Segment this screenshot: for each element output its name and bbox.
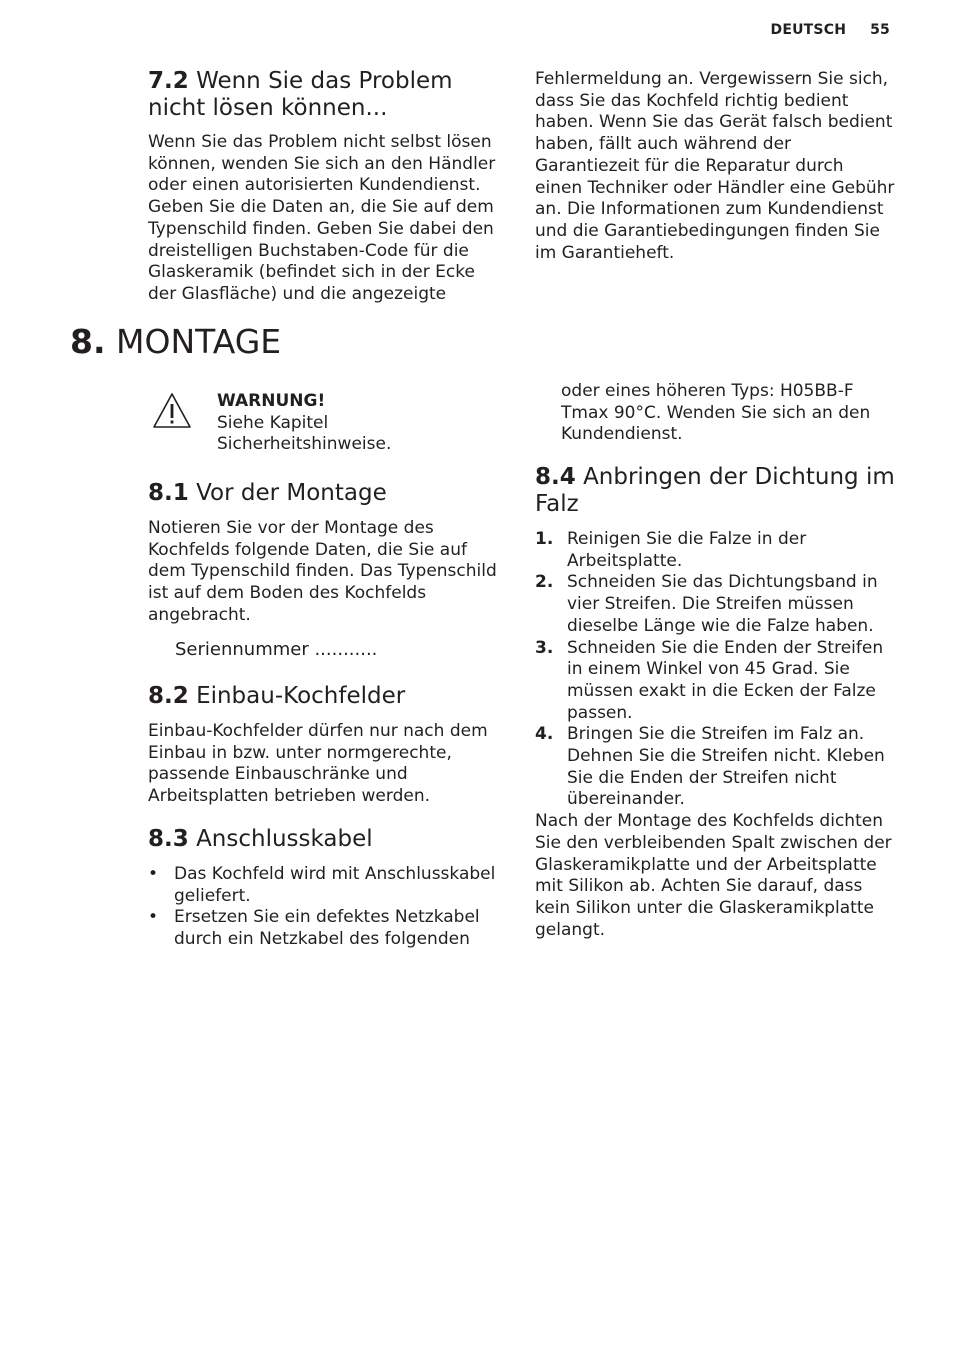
section-title: Anbringen der Dichtung im Falz — [535, 464, 895, 517]
section-number: 8.1 — [148, 480, 189, 506]
step-number: 1. — [535, 529, 554, 549]
warning-block — [217, 391, 477, 456]
section-title: Anschlusskabel — [196, 826, 373, 852]
warning-icon — [152, 392, 192, 434]
section-8-1-text: Notieren Sie vor der Montage des Kochfelds folgende Daten, die Sie auf dem Typenschild finden. Das Typenschild ist auf dem Boden des Kochfelds angebracht. — [148, 518, 497, 625]
warning-line-1: Siehe Kapitel — [217, 412, 329, 433]
cable-bullet-list — [148, 864, 508, 951]
list-item: • Ersetzen Sie ein defektes Netzkabel durch ein Netzkabel des folgenden — [148, 907, 508, 950]
section-number: 7.2 — [148, 68, 189, 94]
list-item — [535, 529, 895, 572]
section-7-2-heading — [148, 68, 508, 122]
section-8-3-continuation: oder eines höheren Typs: H05BB-F Tmax 90°C. Wenden Sie sich an den Kundendienst. — [561, 381, 871, 445]
page-number: 55 — [870, 22, 890, 38]
serial-number-field: Seriennummer ........... — [175, 638, 378, 660]
section-8-1-heading — [148, 480, 508, 507]
section-8-4-heading — [535, 464, 895, 518]
section-number: 8.4 — [535, 464, 576, 490]
section-8-3 — [148, 826, 508, 951]
section-8-2 — [148, 683, 508, 808]
section-7-2-text-left: Wenn Sie das Problem nicht selbst lösen können, wenden Sie sich an den Händler oder einen autorisierten Kundendienst. Geben Sie die Daten an, die Sie auf dem Typenschild finden. Geben Sie dabei den dreistelligen Buchstaben-Code für die Glaskeramik (befindet sich in der Ecke der Glasfläche) und die angezeigte — [148, 132, 496, 304]
section-8-4-closing-text: Nach der Montage des Kochfelds dichten Sie den verbleibenden Spalt zwischen der Glaskeramikplatte und der Arbeitsplatte mit Silikon ab. Achten Sie darauf, dass kein Silikon unter die Glaskeramikplatte gelangt. — [535, 811, 892, 940]
section-8-3-heading — [148, 826, 508, 853]
section-7-2 — [148, 68, 508, 306]
section-title: Einbau-Kochfelder — [196, 683, 406, 709]
warning-line-2: Sicherheitshinweise. — [217, 434, 392, 455]
step-number: 3. — [535, 637, 554, 658]
step-text: Schneiden Sie das Dichtungsband in vier Streifen. Die Streifen müssen dieselbe Länge wie die Falze haben. — [567, 572, 878, 636]
section-8-4 — [535, 464, 895, 941]
list-item — [535, 638, 895, 725]
page-header — [771, 22, 890, 38]
step-text: Schneiden Sie die Enden der Streifen in einem Winkel von 45 Grad. Sie müssen exakt in die Ecken der Falze passen. — [567, 637, 884, 723]
chapter-title: MONTAGE — [116, 322, 282, 361]
section-8-2-text: Einbau-Kochfelder dürfen nur nach dem Einbau in bzw. unter normgerechte, passende Einbauschränke und Arbeitsplatten betrieben werden. — [148, 721, 488, 807]
step-text: Bringen Sie die Streifen im Falz an. Dehnen Sie die Streifen nicht. Kleben Sie die Enden der Streifen nicht übereinander. — [567, 724, 885, 810]
section-8-1 — [148, 480, 508, 660]
step-number: 4. — [535, 724, 554, 745]
chapter-number: 8. — [70, 322, 106, 361]
list-item: • Das Kochfeld wird mit Anschlusskabel geliefert. — [148, 864, 508, 907]
chapter-heading — [70, 320, 281, 364]
section-number: 8.2 — [148, 683, 189, 709]
step-text: Reinigen Sie die Falze in der Arbeitsplatte. — [567, 529, 807, 571]
list-item — [535, 724, 895, 811]
gasket-steps-list — [535, 529, 895, 811]
list-item — [535, 572, 895, 637]
section-title: Wenn Sie das Problem nicht lösen können... — [148, 68, 453, 121]
section-8-2-heading — [148, 683, 508, 710]
header-language: DEUTSCH — [770, 22, 847, 38]
warning-title: WARNUNG! — [217, 391, 326, 411]
section-7-2-text-right: Fehlermeldung an. Vergewissern Sie sich, dass Sie das Kochfeld richtig bedient haben. Wenn Sie das Gerät falsch bedient haben, fällt auch während der Garantiezeit für die Reparatur durch einen Techniker oder Händler eine Gebühr an. Die Informationen zum Kundendienst und die Garantiebedingungen finden Sie im Garantieheft. — [535, 69, 895, 263]
step-number: 2. — [535, 572, 554, 593]
section-title: Vor der Montage — [196, 480, 387, 506]
section-number: 8.3 — [148, 826, 189, 852]
